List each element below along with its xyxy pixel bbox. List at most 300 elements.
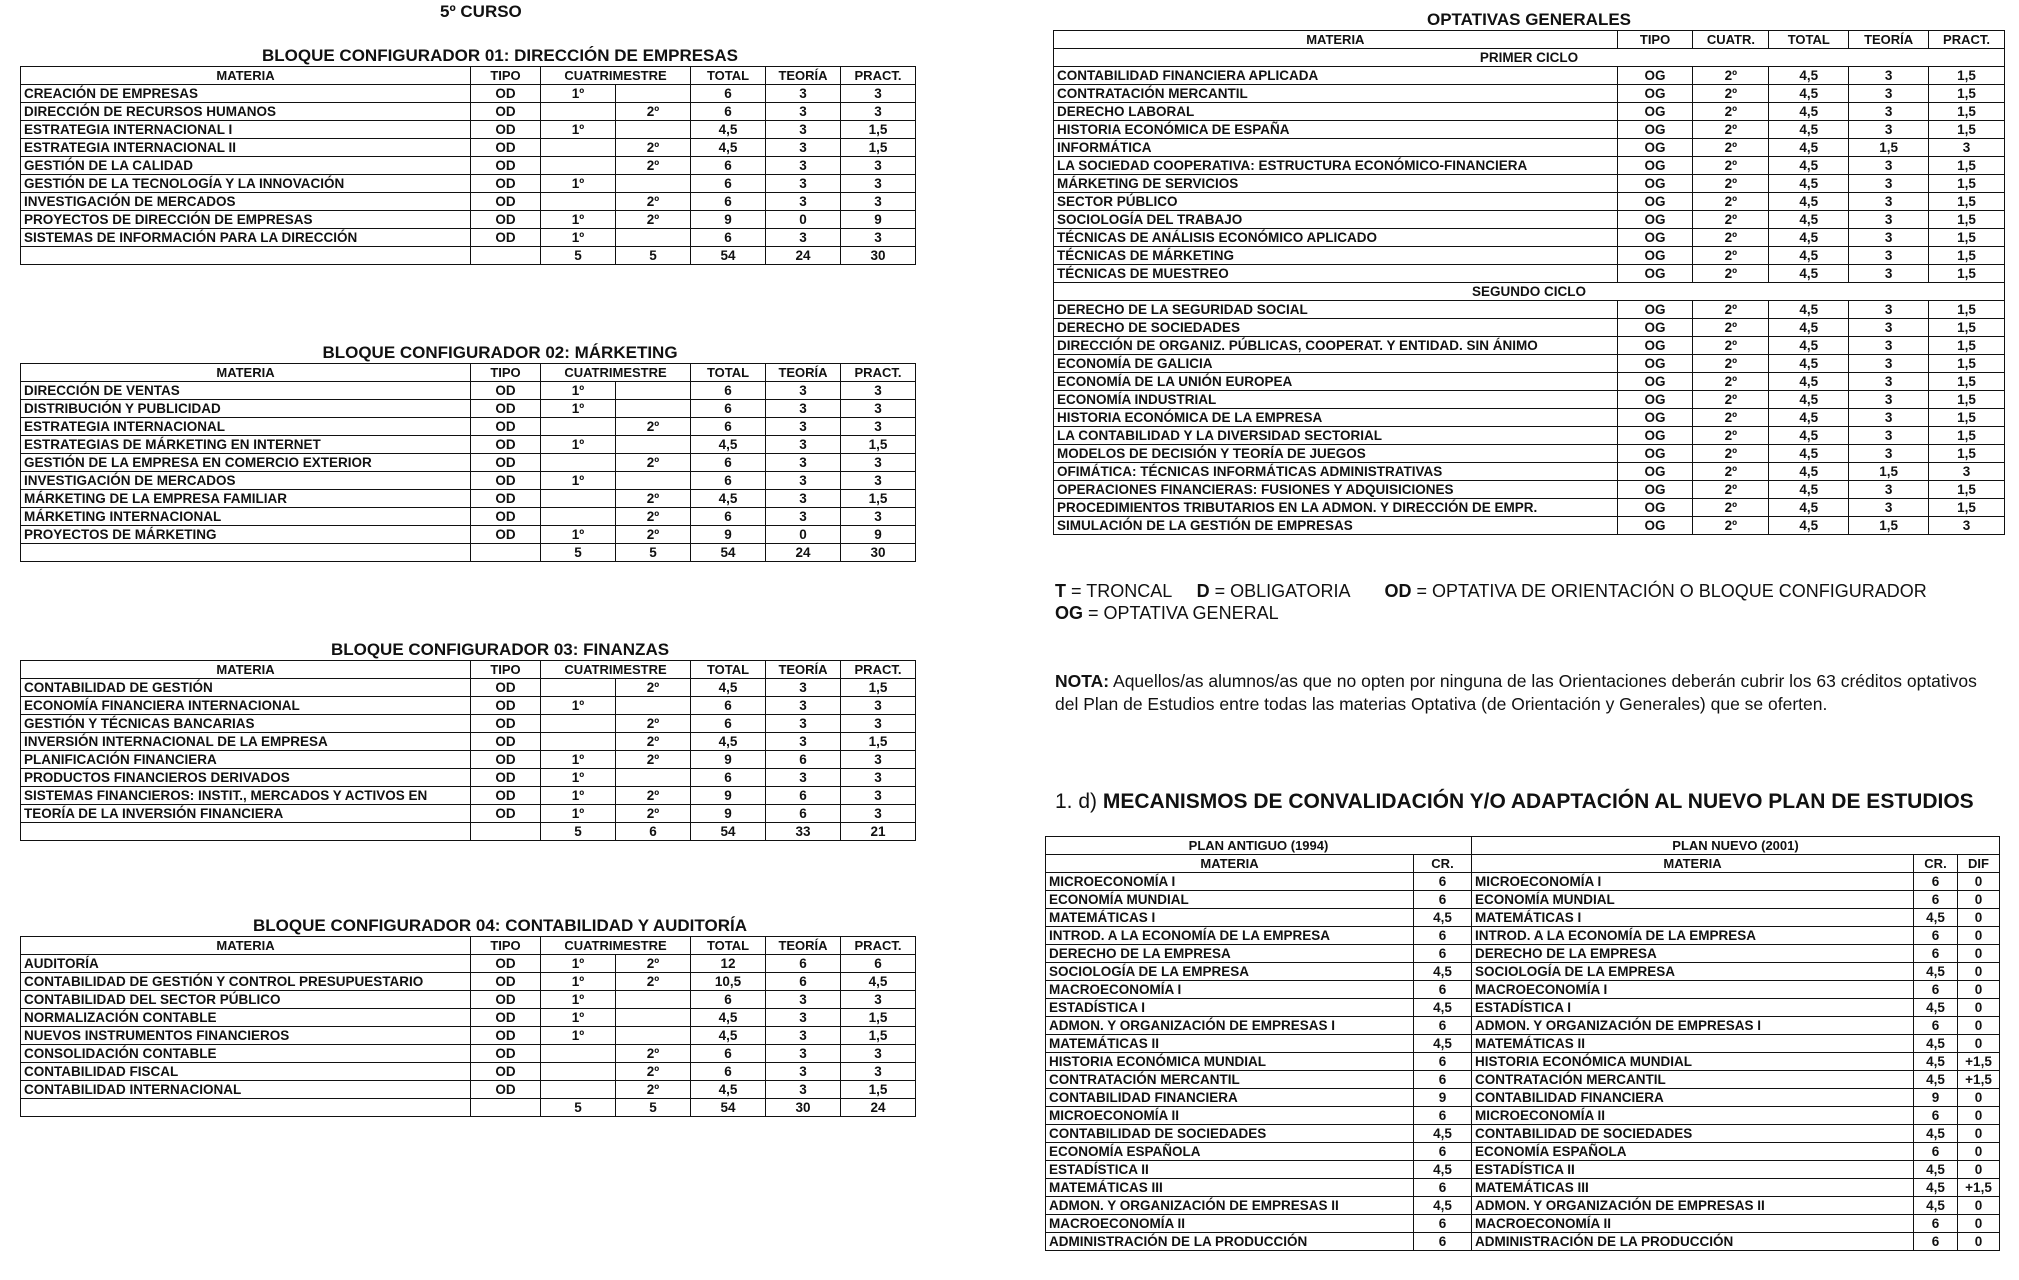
table-cell: 6 [1414,873,1472,891]
table-cell: 1,5 [841,139,916,157]
table-cell: OD [471,991,541,1009]
table-cell [616,1009,691,1027]
table-cell: 2º [1693,373,1769,391]
table-row [1054,481,2005,499]
table-cell: 1º [541,175,616,193]
table-cell: 4,5 [691,679,766,697]
header-teoria: TEORÍA [766,67,841,85]
subject-name: HISTORIA ECONÓMICA MUNDIAL [1046,1053,1414,1071]
table-cell: 3 [766,175,841,193]
table-cell: 2º [616,508,691,526]
table-row [21,418,916,436]
table-cell: 6 [1914,927,1958,945]
subject-name: ECONOMÍA DE LA UNIÓN EUROPEA [1054,373,1618,391]
block-title: BLOQUE CONFIGURADOR 03: FINANZAS [330,640,670,659]
table-row [1046,1017,2000,1035]
subject-name: NUEVOS INSTRUMENTOS FINANCIEROS [21,1027,471,1045]
table-cell: 3 [1849,229,1929,247]
header-pract: PRACT. [841,364,916,382]
table-row [21,436,916,454]
table-cell [541,733,616,751]
table-cell [541,679,616,697]
table-row [21,121,916,139]
header-row [1046,855,2000,873]
subject-name: DIRECCIÓN DE VENTAS [21,382,471,400]
table-cell: 6 [766,751,841,769]
table-cell: 4,5 [1769,463,1849,481]
subject-name: INVESTIGACIÓN DE MERCADOS [21,472,471,490]
subject-name: CONTABILIDAD DE SOCIEDADES [1472,1125,1914,1143]
table-cell: 9 [841,526,916,544]
table-row [21,193,916,211]
table-row [1054,85,2005,103]
header-row [21,661,916,679]
table-cell: OG [1617,175,1693,193]
table-cell: 1,5 [1929,301,2005,319]
table-cell: 1,5 [841,733,916,751]
table-row [1054,391,2005,409]
subject-name: ADMON. Y ORGANIZACIÓN DE EMPRESAS I [1472,1017,1914,1035]
subject-name: CONTRATACIÓN MERCANTIL [1054,85,1618,103]
table-cell: OD [471,175,541,193]
legend-t-text: = TRONCAL [1071,581,1172,601]
table-cell: 1,5 [1929,67,2005,85]
total-cell: 54 [691,544,766,562]
table-row [1054,175,2005,193]
table-cell: 0 [1958,1017,2000,1035]
table-cell: 6 [691,229,766,247]
subject-name: ESTRATEGIAS DE MÁRKETING EN INTERNET [21,436,471,454]
subject-name: DERECHO DE LA EMPRESA [1046,945,1414,963]
header-teoria: TEORÍA [766,937,841,955]
subject-name: ECONOMÍA MUNDIAL [1472,891,1914,909]
table-row [1054,139,2005,157]
table-cell: OD [471,472,541,490]
table-row [1046,963,2000,981]
table-cell: 3 [766,229,841,247]
table-cell: 2º [616,193,691,211]
table-cell: 2º [1693,499,1769,517]
table-cell: 2º [1693,121,1769,139]
table-cell: 2º [1693,337,1769,355]
table-row [21,382,916,400]
table-cell: +1,5 [1958,1071,2000,1089]
subject-name: PROYECTOS DE DIRECCIÓN DE EMPRESAS [21,211,471,229]
table-cell: 4,5 [1414,1035,1472,1053]
table-cell: OD [471,454,541,472]
table-cell: 3 [1929,139,2005,157]
subject-name: ECONOMÍA INDUSTRIAL [1054,391,1618,409]
table-cell: 4,5 [1414,999,1472,1017]
subject-name: DERECHO DE SOCIEDADES [1054,319,1618,337]
subject-name: ECONOMÍA MUNDIAL [1046,891,1414,909]
table-cell: OG [1617,427,1693,445]
table-cell: 1,5 [1929,445,2005,463]
table-cell: 4,5 [691,490,766,508]
header-cr: CR. [1414,855,1472,873]
plan-antiguo-header: PLAN ANTIGUO (1994) [1046,837,1472,855]
table-row [1046,1143,2000,1161]
table-cell: 6 [691,697,766,715]
subject-name: DERECHO LABORAL [1054,103,1618,121]
table-cell: 3 [766,103,841,121]
block-table [20,660,916,841]
subject-name: CONTRATACIÓN MERCANTIL [1046,1071,1414,1089]
table-cell: 1º [541,697,616,715]
table-row [1046,945,2000,963]
table-cell: 9 [1414,1089,1472,1107]
table-cell: 4,5 [1769,247,1849,265]
subject-name: CONTABILIDAD INTERNACIONAL [21,1081,471,1099]
subject-name: DIRECCIÓN DE RECURSOS HUMANOS [21,103,471,121]
table-row [1046,999,2000,1017]
table-row [1054,427,2005,445]
course-title: 5º CURSO [440,2,522,21]
note-text: Aquellos/as alumnos/as que no opten por ninguna de las Orientaciones deberán cubrir los 63 créditos optativos del Plan de Estudios entre todas las materias Optativa (de Orientación y Generales) que se oferten. [1055,671,1977,714]
table-cell: OD [471,436,541,454]
table-cell: 2º [616,211,691,229]
header-total: TOTAL [691,661,766,679]
table-row [1054,301,2005,319]
table-cell: 4,5 [1414,1197,1472,1215]
table-cell: OG [1617,247,1693,265]
table-cell [541,103,616,121]
table-cell: 9 [691,751,766,769]
header-cuatrimestre: CUATRIMESTRE [541,661,691,679]
optativas-section [1053,10,2005,535]
table-cell: 4,5 [1769,229,1849,247]
legend-d-text: = OBLIGATORIA [1214,581,1350,601]
table-cell: 1º [541,955,616,973]
table-cell: 3 [1849,265,1929,283]
table-cell [616,175,691,193]
convalidacion-section [1045,836,2003,1251]
table-cell: 1,5 [841,490,916,508]
table-cell: 2º [616,679,691,697]
table-cell: 3 [766,436,841,454]
subject-name: PROYECTOS DE MÁRKETING [21,526,471,544]
table-cell: OD [471,805,541,823]
total-cell: 54 [691,1099,766,1117]
table-cell: 3 [766,454,841,472]
table-cell: 3 [1849,301,1929,319]
subject-name: AUDITORÍA [21,955,471,973]
table-cell: 3 [841,175,916,193]
table-cell: 0 [1958,999,2000,1017]
table-cell: 4,5 [1769,193,1849,211]
convalidacion-table [1045,836,2000,1251]
table-cell: 6 [841,955,916,973]
subject-name: MATEMÁTICAS III [1046,1179,1414,1197]
header-pract: PRACT. [841,661,916,679]
table-cell: 1º [541,121,616,139]
table-cell: 4,5 [1914,1035,1958,1053]
table-row [1046,1035,2000,1053]
table-cell: 0 [1958,1035,2000,1053]
table-cell: OD [471,400,541,418]
table-cell: OD [471,121,541,139]
table-cell: 0 [1958,1233,2000,1251]
table-cell: 3 [766,733,841,751]
table-cell: 6 [1414,1107,1472,1125]
header-cr: CR. [1914,855,1958,873]
table-cell: 6 [1414,1053,1472,1071]
table-row [21,1063,916,1081]
table-cell: OD [471,418,541,436]
table-row [1054,121,2005,139]
table-cell: 10,5 [691,973,766,991]
optativas-table [1053,30,2005,535]
table-cell: OD [471,1081,541,1099]
table-cell: 9 [691,787,766,805]
table-cell: 0 [1958,981,2000,999]
total-cell: 30 [766,1099,841,1117]
table-cell: 3 [841,715,916,733]
table-cell: 4,5 [1769,85,1849,103]
table-cell [541,1081,616,1099]
table-cell: 6 [1914,1143,1958,1161]
table-cell: 4,5 [1769,211,1849,229]
table-cell: 4,5 [1769,265,1849,283]
table-cell: OG [1617,517,1693,535]
table-cell: 1,5 [1929,337,2005,355]
subject-name: INVESTIGACIÓN DE MERCADOS [21,193,471,211]
table-row [21,175,916,193]
table-cell: 4,5 [1914,999,1958,1017]
table-cell: 3 [841,1045,916,1063]
subject-name: TÉCNICAS DE ANÁLISIS ECONÓMICO APLICADO [1054,229,1618,247]
table-cell: 2º [616,1063,691,1081]
block-title: BLOQUE CONFIGURADOR 01: DIRECCIÓN DE EMPRESAS [261,46,739,65]
table-row [21,454,916,472]
table-row [21,103,916,121]
table-cell: 1,5 [1929,427,2005,445]
table-cell: 2º [616,805,691,823]
subject-name: ESTADÍSTICA I [1472,999,1914,1017]
table-cell: 3 [1849,67,1929,85]
table-cell: OG [1617,85,1693,103]
total-cell: 5 [541,823,616,841]
table-cell: 4,5 [1914,1179,1958,1197]
table-cell: 2º [616,973,691,991]
table-cell: 4,5 [1769,103,1849,121]
table-cell [616,382,691,400]
subject-name: SOCIOLOGÍA DE LA EMPRESA [1046,963,1414,981]
table-cell: 6 [1414,1143,1472,1161]
table-row [21,157,916,175]
table-cell: OG [1617,373,1693,391]
block-02 [20,343,980,562]
total-cell: 5 [541,247,616,265]
table-cell: 3 [841,751,916,769]
subject-name: ECONOMÍA FINANCIERA INTERNACIONAL [21,697,471,715]
table-cell: 2º [616,715,691,733]
table-cell: 4,5 [1769,121,1849,139]
table-row [21,973,916,991]
table-cell: 6 [1414,1215,1472,1233]
subject-name: OFIMÁTICA: TÉCNICAS INFORMÁTICAS ADMINISTRATIVAS [1054,463,1618,481]
table-cell: 3 [766,157,841,175]
header-tipo: TIPO [1617,31,1693,49]
table-row [1046,1215,2000,1233]
table-cell: 4,5 [1769,391,1849,409]
plan-header-row [1046,837,2000,855]
subject-name: ADMINISTRACIÓN DE LA PRODUCCIÓN [1046,1233,1414,1251]
subject-name: SISTEMAS DE INFORMACIÓN PARA LA DIRECCIÓN [21,229,471,247]
total-cell: 5 [616,247,691,265]
table-cell: 4,5 [1769,67,1849,85]
table-cell: 4,5 [1769,337,1849,355]
subject-name: MICROECONOMÍA II [1472,1107,1914,1125]
table-cell: 4,5 [1769,139,1849,157]
subject-name: CONTABILIDAD FINANCIERA [1472,1089,1914,1107]
table-cell: 6 [1914,891,1958,909]
table-cell: 4,5 [1769,355,1849,373]
subject-name: HISTORIA ECONÓMICA MUNDIAL [1472,1053,1914,1071]
table-cell: +1,5 [1958,1179,2000,1197]
header-cuatrimestre: CUATRIMESTRE [541,937,691,955]
subject-name: MATEMÁTICAS III [1472,1179,1914,1197]
table-cell: 1,5 [1929,319,2005,337]
table-row [1054,67,2005,85]
header-dif: DIF [1958,855,2000,873]
table-cell: 3 [766,490,841,508]
header-materia: MATERIA [1472,855,1914,873]
subject-name: INTROD. A LA ECONOMÍA DE LA EMPRESA [1472,927,1914,945]
table-row [1046,1233,2000,1251]
table-cell: 3 [766,193,841,211]
table-cell: 2º [1693,67,1769,85]
table-row [21,1009,916,1027]
subject-name: ESTADÍSTICA II [1046,1161,1414,1179]
table-cell: 6 [1414,927,1472,945]
table-row [21,508,916,526]
table-cell: 1,5 [1849,139,1929,157]
table-cell: 3 [841,85,916,103]
subject-name: SISTEMAS FINANCIEROS: INSTIT., MERCADOS Y ACTIVOS EN [21,787,471,805]
table-cell: 3 [841,382,916,400]
table-cell: 2º [616,139,691,157]
table-cell: 0 [766,526,841,544]
table-cell: 0 [1958,945,2000,963]
subject-name: ADMON. Y ORGANIZACIÓN DE EMPRESAS I [1046,1017,1414,1035]
table-cell: OD [471,697,541,715]
table-cell: 6 [691,1045,766,1063]
subject-name: MACROECONOMÍA I [1472,981,1914,999]
table-cell [616,1027,691,1045]
table-cell [541,157,616,175]
table-row [1046,1107,2000,1125]
table-row [1054,265,2005,283]
subject-name: MATEMÁTICAS I [1046,909,1414,927]
table-cell: 3 [1849,427,1929,445]
block-04 [20,916,980,1117]
table-cell: 2º [616,1081,691,1099]
total-cell: 6 [616,823,691,841]
table-cell: 4,5 [1914,909,1958,927]
subject-name: DERECHO DE LA EMPRESA [1472,945,1914,963]
table-cell: 3 [766,991,841,1009]
total-cell: 54 [691,823,766,841]
total-cell: 24 [766,247,841,265]
subject-name: ADMINISTRACIÓN DE LA PRODUCCIÓN [1472,1233,1914,1251]
table-cell: OD [471,229,541,247]
table-cell [541,193,616,211]
table-cell: 1,5 [1929,229,2005,247]
table-cell: 6 [1414,1179,1472,1197]
table-cell: 4,5 [1769,481,1849,499]
table-cell: 4,5 [1414,1161,1472,1179]
legend-og-text: = OPTATIVA GENERAL [1088,603,1279,623]
table-row [1046,1161,2000,1179]
table-cell: 9 [691,211,766,229]
table-cell: 6 [1914,1017,1958,1035]
subject-name: MACROECONOMÍA I [1046,981,1414,999]
subject-name: TÉCNICAS DE MUESTREO [1054,265,1618,283]
table-cell [541,454,616,472]
table-cell: OD [471,526,541,544]
table-row [1054,319,2005,337]
table-row [1046,891,2000,909]
note-label: NOTA: [1055,671,1110,691]
table-cell: 9 [691,526,766,544]
subject-name: LA CONTABILIDAD Y LA DIVERSIDAD SECTORIAL [1054,427,1618,445]
table-cell: 0 [1958,891,2000,909]
table-cell: OG [1617,319,1693,337]
table-cell: 3 [766,1009,841,1027]
header-tipo: TIPO [471,67,541,85]
table-cell: 3 [841,697,916,715]
table-cell: OD [471,139,541,157]
table-cell: 1,5 [841,1009,916,1027]
table-cell: 3 [766,679,841,697]
table-cell: 4,5 [1769,427,1849,445]
table-cell: 1,5 [1929,481,2005,499]
table-cell: 1º [541,805,616,823]
table-cell: 4,5 [1914,1053,1958,1071]
header-pract: PRACT. [841,67,916,85]
subject-name: DISTRIBUCIÓN Y PUBLICIDAD [21,400,471,418]
table-cell: 1,5 [1929,193,2005,211]
table-cell: 1,5 [1929,355,2005,373]
table-cell: 2º [1693,265,1769,283]
table-cell: 6 [1914,945,1958,963]
table-cell: 3 [1849,445,1929,463]
table-cell: 2º [1693,409,1769,427]
subject-name: SOCIOLOGÍA DE LA EMPRESA [1472,963,1914,981]
table-cell: 6 [691,418,766,436]
table-cell: OG [1617,355,1693,373]
table-cell [616,85,691,103]
table-cell: 2º [1693,103,1769,121]
table-cell: 4,5 [1914,1125,1958,1143]
table-cell: 3 [766,418,841,436]
table-cell: OD [471,1063,541,1081]
table-cell: 4,5 [1769,445,1849,463]
subject-name: PLANIFICACIÓN FINANCIERA [21,751,471,769]
table-cell: 1º [541,769,616,787]
header-cuatr: CUATR. [1693,31,1769,49]
table-cell: 6 [691,85,766,103]
table-cell: 6 [1914,981,1958,999]
table-cell: 1,5 [1929,121,2005,139]
table-cell: 3 [766,1027,841,1045]
total-cell [471,544,541,562]
table-cell: OD [471,751,541,769]
convalidacion-number: 1. d) [1055,790,1098,813]
table-cell: 4,5 [1769,499,1849,517]
table-cell: 2º [1693,445,1769,463]
